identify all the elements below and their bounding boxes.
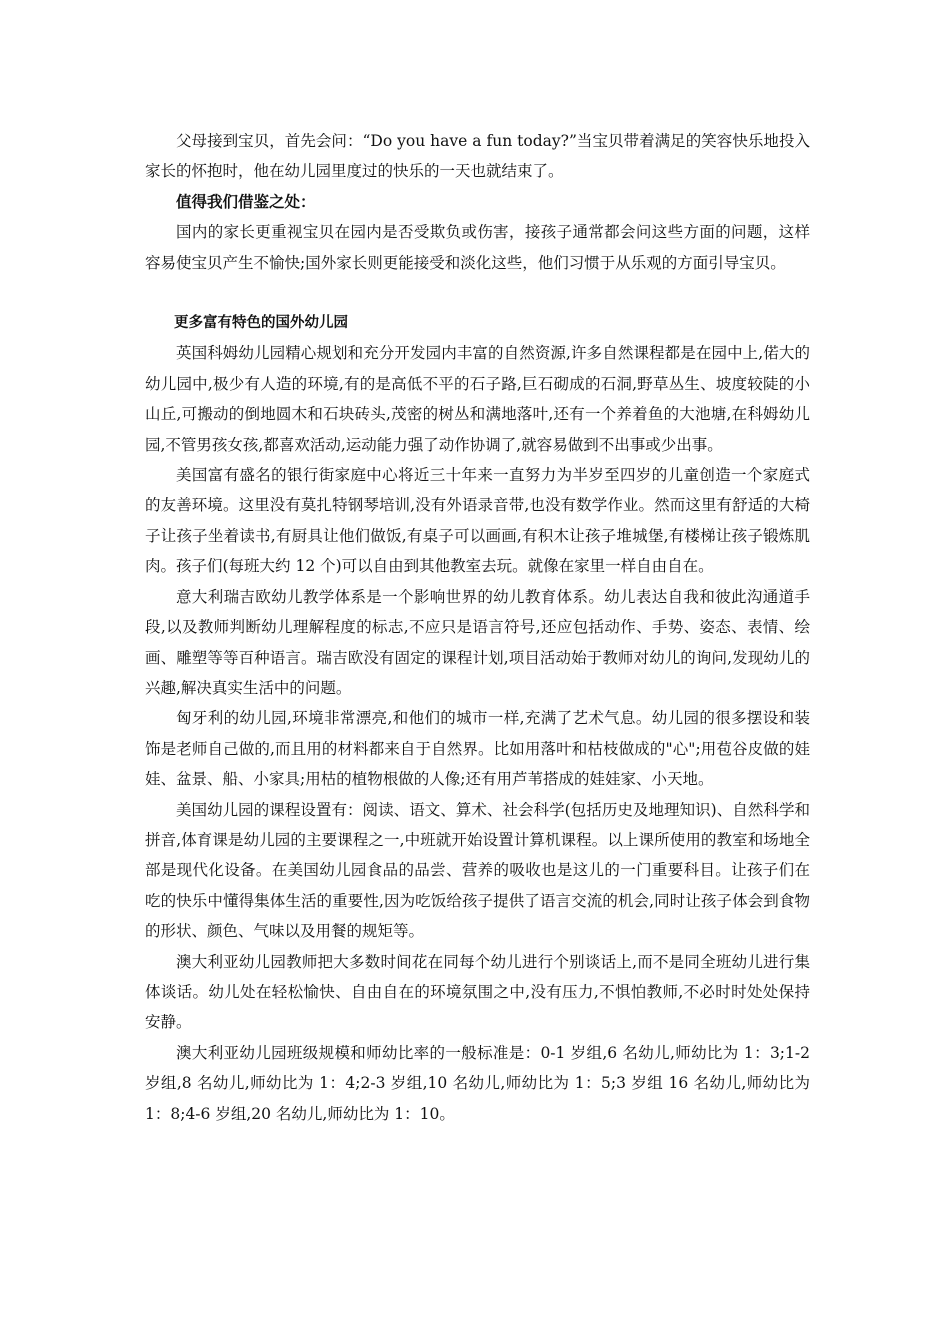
section-heading: 更多富有特色的国外幼儿园 bbox=[174, 314, 348, 332]
paragraph-australia-teachers: 澳大利亚幼儿园教师把大多数时间花在同每个幼儿进行个别谈话上,而不是同全班幼儿进行集体谈话。幼儿处在轻松愉快、自由自在的环境氛围之中,没有压力,不惧怕教师,不必时时处处保持安静。 bbox=[145, 952, 810, 1032]
paragraph-us-bank-street: 美国富有盛名的银行街家庭中心将近三十年来一直努力为半岁至四岁的儿童创造一个家庭式的友善环境。这里没有莫扎特钢琴培训,没有外语录音带,也没有数学作业。然而这里有舒适的大椅子让孩子坐着读书,有厨具让他们做饭,有桌子可以画画,有积木让孩子堆城堡,有楼梯让孩子锻炼肌肉。孩子们(每班大约 12 个)可以自由到其他教室去玩。就像在家里一样自由自在。 bbox=[145, 466, 810, 576]
paragraph-us-curriculum: 美国幼儿园的课程设置有：阅读、语文、算术、社会科学(包括历史及地理知识)、自然科学和拼音,体育课是幼儿园的主要课程之一,中班就开始设置计算机课程。以上课所使用的教室和场地全部是现代化设备。在美国幼儿园食品的品尝、营养的吸收也是这儿的一门重要科目。让孩子们在吃的快乐中懂得集体生活的重要性,因为吃饭给孩子提供了语言交流的机会,同时让孩子体会到食物的形状、颜色、气味以及用餐的规矩等。 bbox=[145, 800, 810, 941]
section-spacer bbox=[145, 278, 810, 308]
intro-paragraph: 父母接到宝贝，首先会问：“Do you have a fun today?”当宝贝带着满足的笑容快乐地投入家长的怀抱时，他在幼儿园里度过的快乐的一天也就结束了。 bbox=[145, 132, 810, 181]
lesson-heading: 值得我们借鉴之处： bbox=[176, 191, 316, 211]
paragraph-hungary: 匈牙利的幼儿园,环境非常漂亮,和他们的城市一样,充满了艺术气息。幼儿园的很多摆设和装饰是老师自己做的,而且用的材料都来自于自然界。比如用落叶和枯枝做成的"心";用苞谷皮做的娃娃、盆景、船、小家具;用枯的植物根做的人像;还有用芦苇搭成的娃娃家、小天地。 bbox=[145, 709, 810, 789]
paragraph-uk-kindergarten: 英国科姆幼儿园精心规划和充分开发园内丰富的自然资源,许多自然课程都是在园中上,偌大的幼儿园中,极少有人造的环境,有的是高低不平的石子路,巨石砌成的石洞,野草丛生、坡度较陡的小山丘,可搬动的倒地圆木和石块砖头,茂密的树丛和满地落叶,还有一个养着鱼的大池塘,在科姆幼儿园,不管男孩女孩,都喜欢活动,运动能力强了动作协调了,就容易做到不出事或少出事。 bbox=[145, 344, 810, 454]
document-body bbox=[145, 126, 810, 1129]
paragraph-australia-ratios: 澳大利亚幼儿园班级规模和师幼比率的一般标准是：0-1 岁组,6 名幼儿,师幼比为 1：3;1-2 岁组,8 名幼儿,师幼比为 1：4;2-3 岁组,10 名幼儿,师幼比为 1：5;3 岁组 16 名幼儿,师幼比为 1：8;4-6 岁组,20 名幼儿,师幼比为 1：10。 bbox=[145, 1043, 810, 1123]
lesson-paragraph: 国内的家长更重视宝贝在园内是否受欺负或伤害，接孩子通常都会问这些方面的问题，这样容易使宝贝产生不愉快;国外家长则更能接受和淡化这些，他们习惯于从乐观的方面引导宝贝。 bbox=[145, 223, 810, 272]
paragraph-italy-reggio: 意大利瑞吉欧幼儿教学体系是一个影响世界的幼儿教育体系。幼儿表达自我和彼此沟通道手段,以及教师判断幼儿理解程度的标志,不应只是语言符号,还应包括动作、手势、姿态、表情、绘画、雕塑等等百种语言。瑞吉欧没有固定的课程计划,项目活动始于教师对幼儿的询问,发现幼儿的兴趣,解决真实生活中的问题。 bbox=[145, 587, 810, 697]
